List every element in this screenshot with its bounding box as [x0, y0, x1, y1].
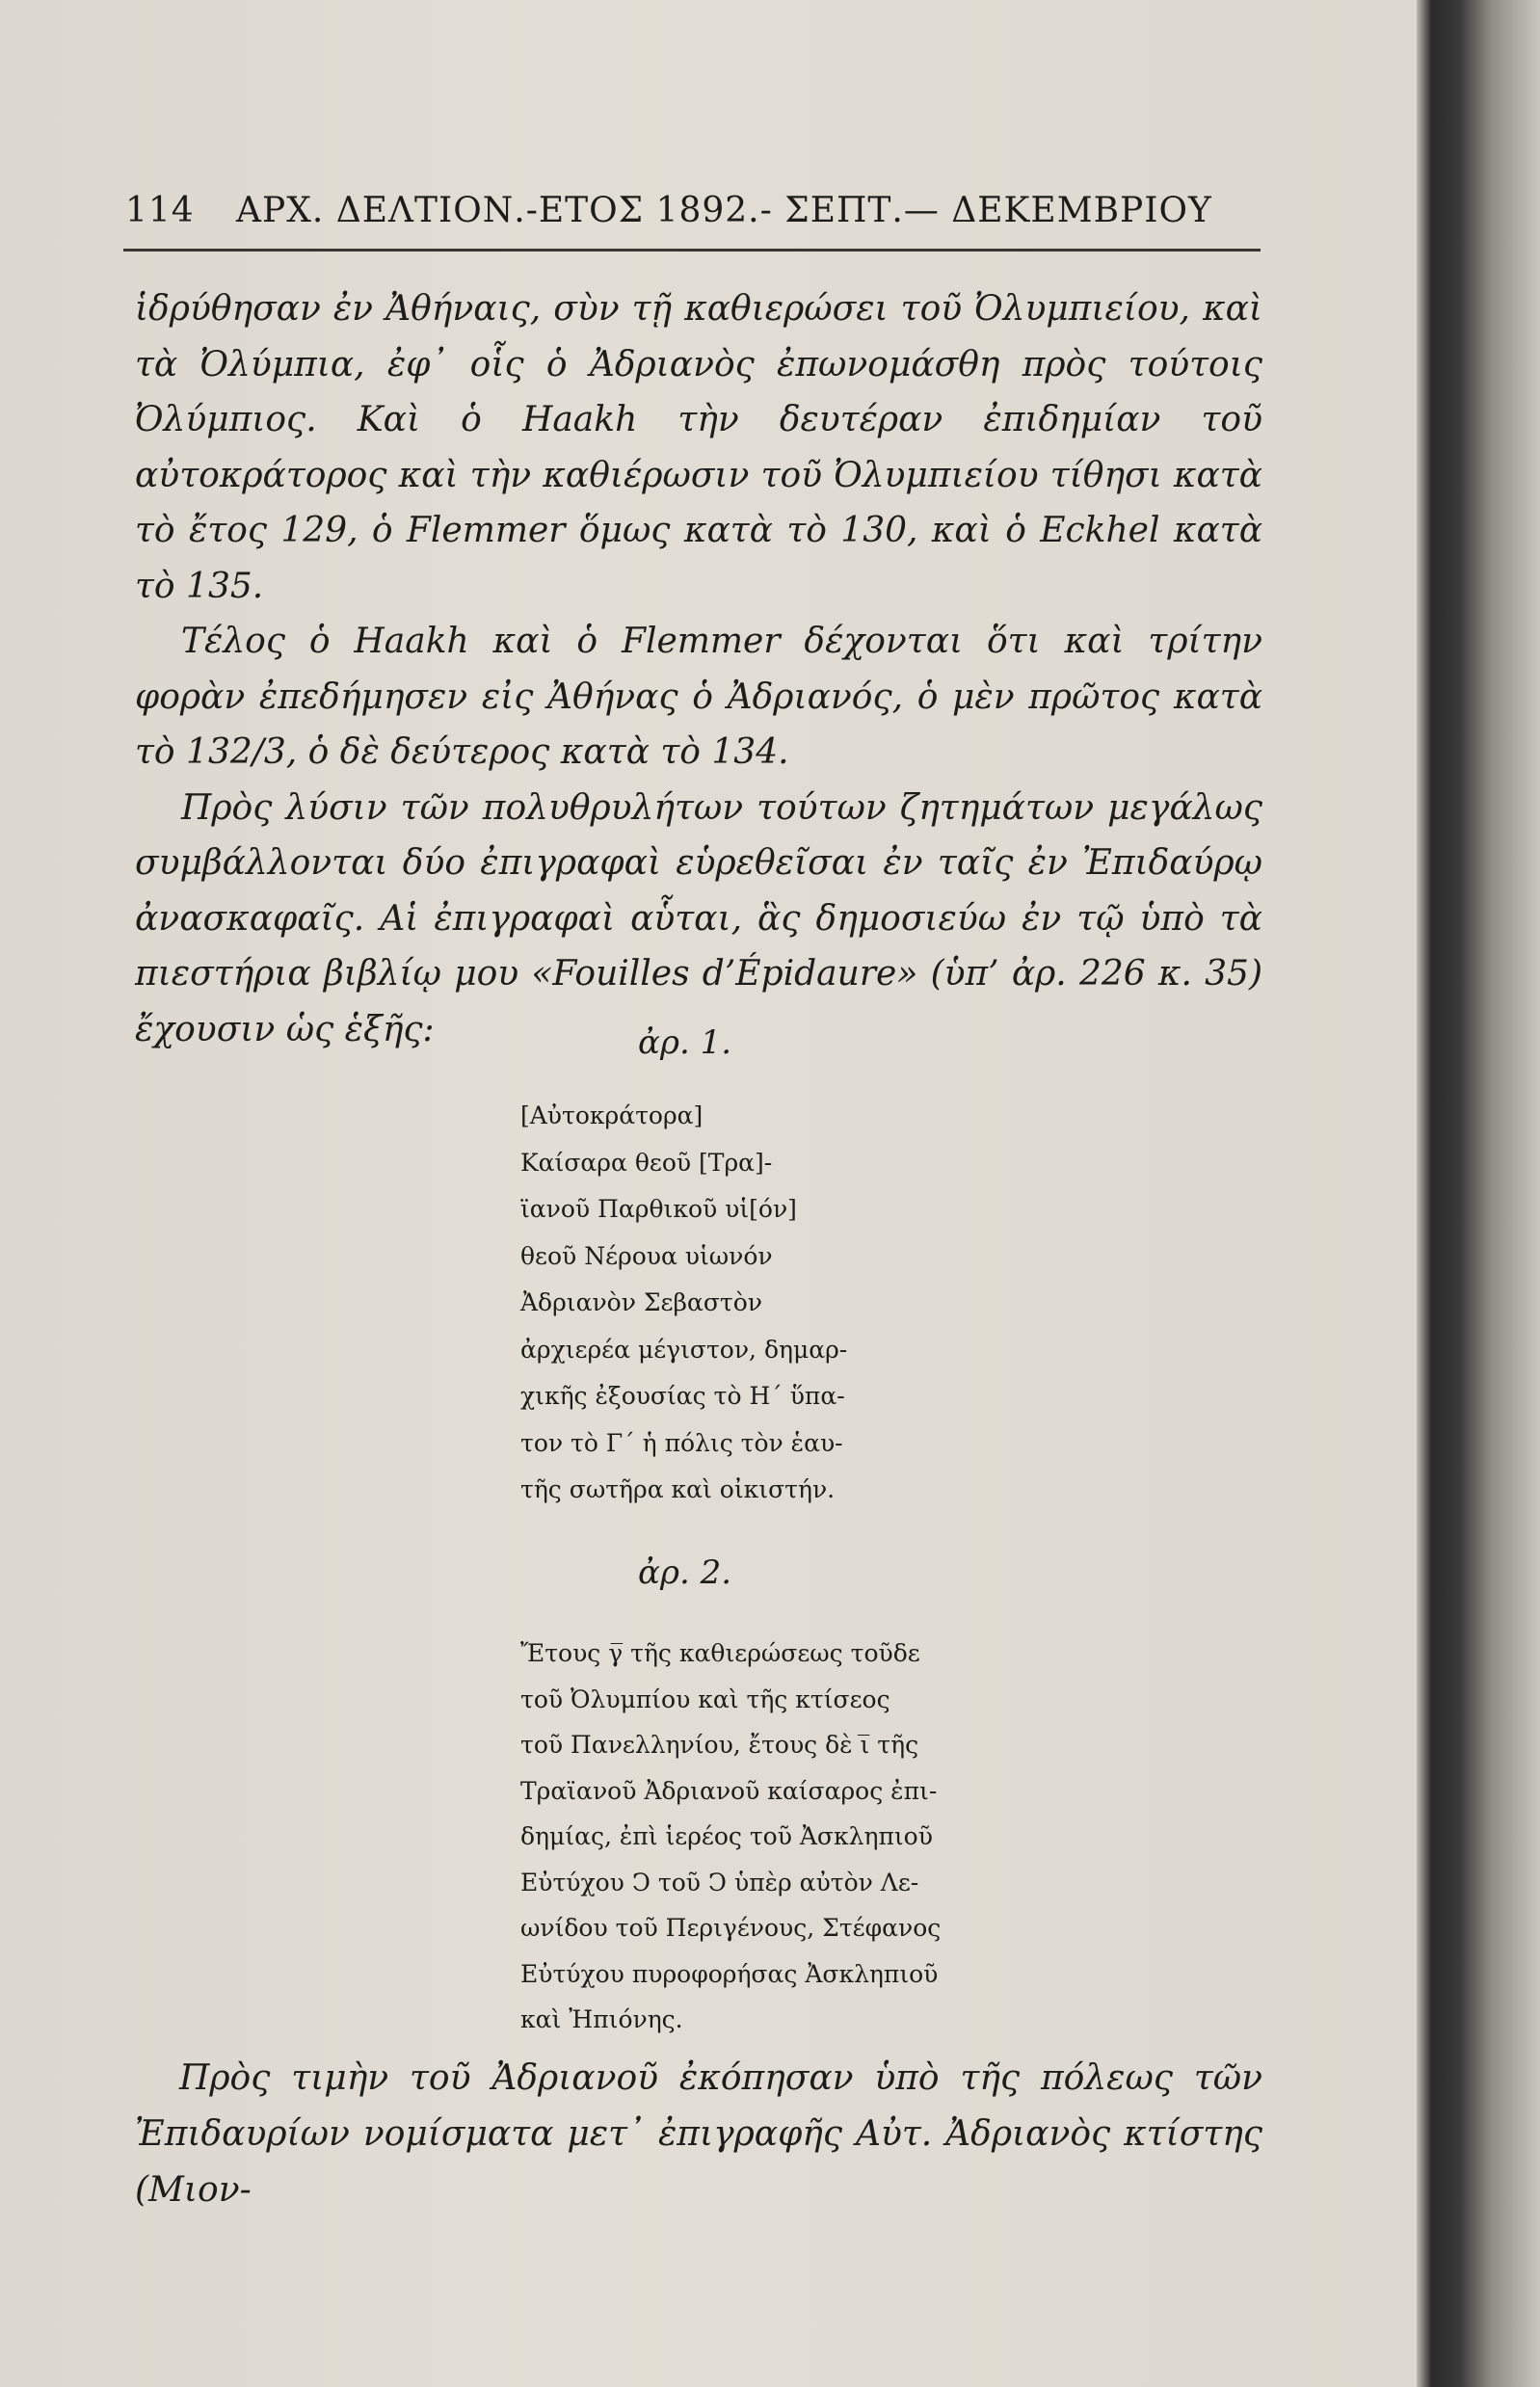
- page-number: 114: [125, 191, 195, 230]
- inscription-line: Εὐτύχου Ͻ τοῦ Ͻ ὑπὲρ αὐτὸν Λε-: [520, 1868, 919, 1896]
- paragraph: Τέλος ὁ Haakh καὶ ὁ Flemmer δέχονται ὅτι καὶ τρίτην φορὰν ἐπεδήμησεν εἰς Ἀθήνας ὁ Ἀδριανός, ὁ μὲν πρῶτος κατὰ τὸ 132/3, ὁ δὲ δεύτερος κατὰ τὸ 134.: [135, 622, 1262, 772]
- inscription-1-label: ἀρ. 1.: [638, 1023, 732, 1062]
- inscription-2: [520, 1631, 1060, 2043]
- inscription-line: χικῆς ἐξουσίας τὸ Η΄ ὕπα-: [520, 1382, 845, 1410]
- inscription-line: τοῦ Ὀλυμπίου καὶ τῆς κτίσεος: [520, 1684, 890, 1713]
- closing-text: [135, 2051, 1262, 2218]
- inscription-line: [Αὐτοκράτορα]: [520, 1101, 704, 1129]
- inscription-line: Ἔτους γ̅ τῆς καθιερώσεως τοῦδε: [520, 1639, 920, 1667]
- paragraph: ἱδρύθησαν ἐν Ἀθήναις, σὺν τῇ καθιερώσει τοῦ Ὀλυμπιείου, καὶ τὰ Ὀλύμπια, ἐφ᾽ οἷς ὁ Ἀδριανὸς ἐπωνομάσθη πρὸς τούτοις Ὀλύμπιος. Καὶ ὁ Haakh τὴν δευτέραν ἐπιδημίαν τοῦ αὐτοκράτορος καὶ τὴν καθιέρωσιν τοῦ Ὀλυμπιείου τίθησι κατὰ τὸ ἔτος 129, ὁ Flemmer ὅμως κατὰ τὸ 130, καὶ ὁ Eckhel κατὰ τὸ 135.: [135, 289, 1262, 606]
- inscription-line: Ἀδριανὸν Σεβαστὸν: [520, 1288, 762, 1316]
- inscription-line: ϊανοῦ Παρθικοῦ υἱ[όν]: [520, 1195, 797, 1223]
- inscription-line: καὶ Ἠπιόνης.: [520, 2005, 683, 2033]
- inscription-line: ωνίδου τοῦ Περιγένους, Στέφανος: [520, 1914, 942, 1942]
- inscription-line: τοῦ Πανελληνίου, ἔτους δὲ ι̅ τῆς: [520, 1731, 919, 1759]
- inscription-line: Τραϊανοῦ Ἀδριανοῦ καίσαρος ἐπι-: [520, 1776, 938, 1805]
- header-rule: [123, 249, 1261, 252]
- main-text: [135, 281, 1262, 1057]
- inscription-line: ἀρχιερέα μέγιστον, δημαρ-: [520, 1335, 848, 1364]
- inscription-line: Καίσαρα θεοῦ [Τρα]-: [520, 1148, 773, 1177]
- paragraph: Πρὸς τιμὴν τοῦ Ἀδριανοῦ ἐκόπησαν ὑπὸ τῆς πόλεως τῶν Ἐπιδαυρίων νομίσματα μετ᾽ ἐπιγραφῆς Αὐτ. Ἀδριανὸς κτίστης (Μιον-: [135, 2058, 1262, 2210]
- running-header: [125, 191, 1212, 239]
- inscription-1: [520, 1093, 1060, 1514]
- inscription-line: τον τὸ Γ΄ ἡ πόλις τὸν ἑαυ-: [520, 1428, 843, 1457]
- paragraph: Πρὸς λύσιν τῶν πολυθρυλήτων τούτων ζητημάτων μεγάλως συμβάλλονται δύο ἐπιγραφαὶ εὑρεθεῖσαι ἐν ταῖς ἐν Ἐπιδαύρῳ ἀνασκαφαῖς. Αἱ ἐπιγραφαὶ αὗται, ἃς δημοσιεύω ἐν τῷ ὑπὸ τὰ πιεστήρια βιβλίῳ μου «Fouilles d’Épidaure» (ὑπ’ ἀρ. 226 κ. 35) ἔχουσιν ὡς ἑξῆς:: [135, 787, 1262, 1049]
- running-title: ΑΡΧ. ΔΕΛΤΙΟΝ.-ΕΤΟΣ 1892.- ΣΕΠΤ.— ΔΕΚΕΜΒΡΙΟΥ: [236, 191, 1212, 230]
- inscription-line: τῆς σωτῆρα καὶ οἰκιστήν.: [520, 1475, 836, 1503]
- inscription-line: Εὐτύχου πυροφορήσας Ἀσκληπιοῦ: [520, 1959, 939, 1988]
- book-gutter-shadow: [1417, 0, 1540, 2387]
- inscription-line: δημίας, ἐπὶ ἱερέος τοῦ Ἀσκληπιοῦ: [520, 1822, 933, 1850]
- inscription-line: θεοῦ Νέρουα υἱωνόν: [520, 1241, 773, 1270]
- inscription-2-label: ἀρ. 2.: [638, 1553, 732, 1592]
